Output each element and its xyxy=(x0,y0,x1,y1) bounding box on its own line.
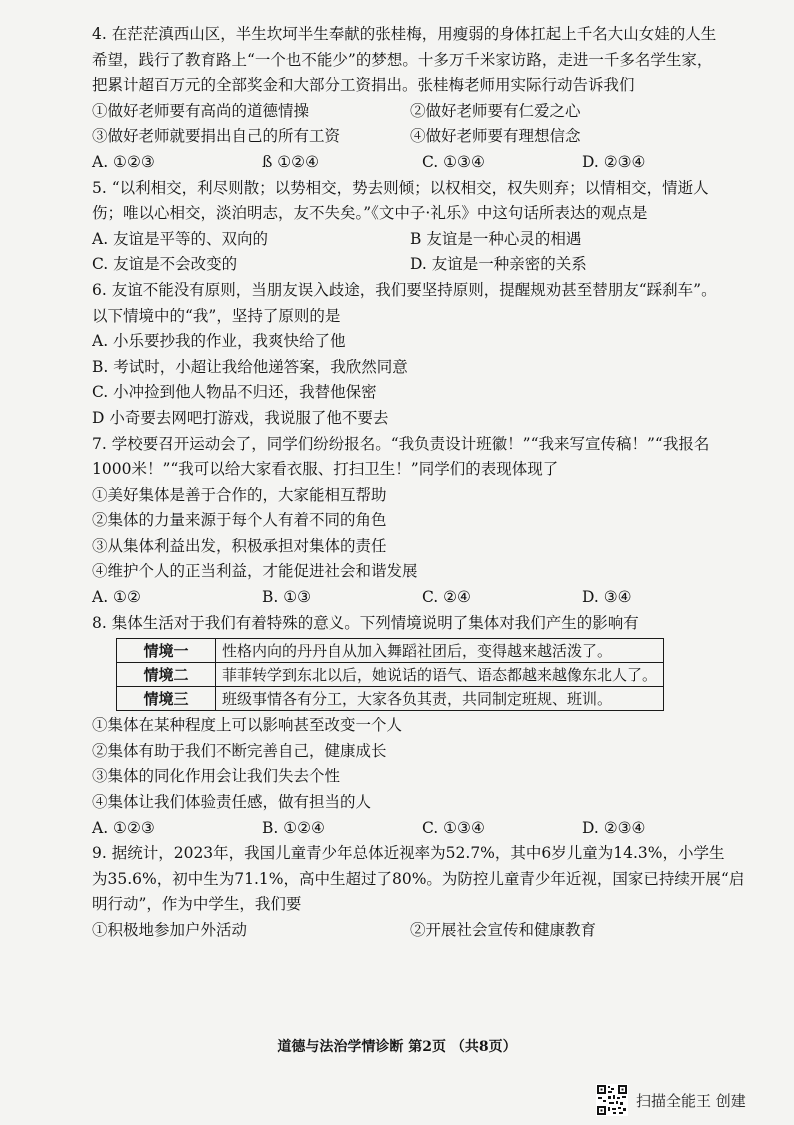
q8-statement-2: ②集体有助于我们不断完善自己，健康成长 xyxy=(92,741,387,760)
q6-option-a: A. 小乐要抄我的作业，我爽快给了他 xyxy=(92,332,346,351)
q9-stem-line3: 明行动”，作为中学生，我们要 xyxy=(92,895,302,914)
q4-stem-line3: 把累计超百万元的全部奖金和大部分工资捐出。张桂梅老师用实际行动告诉我们 xyxy=(92,76,635,95)
q8-options xyxy=(92,816,752,842)
q4-statement-1: ①做好老师要有高尚的道德情操 xyxy=(92,101,310,120)
q5-option-b: B 友谊是一种心灵的相遇 xyxy=(410,229,582,248)
q8-statement-1: ①集体在某种程度上可以影响甚至改变一个人 xyxy=(92,716,403,735)
table-row xyxy=(117,687,664,711)
q9-stem-line1: 9. 据统计，2023年，我国儿童青少年总体近视率为52.7%，其中6岁儿童为14.3%，小学生 xyxy=(92,844,725,863)
questions-area xyxy=(92,22,752,944)
q8-option-a: A. ①②③ xyxy=(92,818,155,837)
q8-option-d: D. ②③④ xyxy=(582,818,646,837)
q5-options-row1 xyxy=(92,227,752,253)
q5-stem-line2: 伤；唯以心相交，淡泊明志，友不失矣。”《文中子·礼乐》中这句话所表达的观点是 xyxy=(92,204,648,223)
q8-option-b: B. ①②④ xyxy=(262,818,325,837)
q7-options xyxy=(92,585,752,611)
scenario-label: 情境二 xyxy=(117,663,216,687)
q7-option-c: C. ②④ xyxy=(422,588,471,607)
scenario-text: 菲菲转学到东北以后，她说话的语气、语态都越来越像东北人了。 xyxy=(215,663,663,687)
q6-option-c: C. 小冲捡到他人物品不归还，我替他保密 xyxy=(92,383,377,402)
q8-scenario-table xyxy=(116,638,664,711)
q9-statement-1: ①积极地参加户外活动 xyxy=(92,921,248,939)
q4-statements-row2 xyxy=(92,124,752,150)
q7-statement-3: ③从集体利益出发，积极承担对集体的责任 xyxy=(92,536,387,555)
q6-stem-line1: 6. 友谊不能没有原则，当朋友误入歧途，我们要坚持原则，提醒规劝甚至替朋友“踩刹车”。 xyxy=(92,280,717,299)
scenario-label: 情境三 xyxy=(117,687,216,711)
table-row xyxy=(117,639,664,663)
q8-statement-3: ③集体的同化作用会让我们失去个性 xyxy=(92,767,341,786)
q4-option-d: D. ②③④ xyxy=(582,152,646,171)
q4-statements-row1 xyxy=(92,99,752,125)
q4-stem-line2: 希望，践行了教育路上“一个也不能少”的梦想。十多万千米家访路，走进一千多名学生家， xyxy=(92,50,713,69)
table-row xyxy=(117,663,664,687)
q8-option-c: C. ①③④ xyxy=(422,818,485,837)
q4-options xyxy=(92,150,752,176)
q5-option-a: A. 友谊是平等的、双向的 xyxy=(92,229,269,248)
q4-statement-3: ③做好老师就要捐出自己的所有工资 xyxy=(92,127,341,146)
q9-statements-row1 xyxy=(92,918,752,944)
scenario-text: 性格内向的丹丹自从加入舞蹈社团后，变得越来越活泼了。 xyxy=(215,639,663,663)
scenario-text: 班级事情各有分工，大家各负其责，共同制定班规、班训。 xyxy=(215,687,663,711)
q7-stem-line2: 1000米！”“我可以给大家看衣服、打扫卫生！”同学们的表现体现了 xyxy=(92,460,559,479)
q4-option-c: C. ①③④ xyxy=(422,152,485,171)
q6-stem-line2: 以下情境中的“我”，坚持了原则的是 xyxy=(92,306,341,325)
q4-option-b: ß ①②④ xyxy=(262,152,319,171)
qr-code-icon xyxy=(596,1084,628,1116)
q5-stem-line1: 5. “以利相交，利尽则散；以势相交，势去则倾；以权相交，权失则弃；以情相交，情逝人 xyxy=(92,178,709,197)
q5-option-d: D. 友谊是一种亲密的关系 xyxy=(410,255,587,274)
q4-statement-4: ④做好老师要有理想信念 xyxy=(410,127,581,146)
q6-option-d: D 小奇要去网吧打游戏，我说服了他不要去 xyxy=(92,408,389,427)
scanner-watermark xyxy=(596,1084,746,1116)
q7-option-a: A. ①② xyxy=(92,588,141,607)
page-footer: 道德与法治学情诊断 第2页 （共8页） xyxy=(277,1039,517,1055)
scenario-label: 情境一 xyxy=(117,639,216,663)
q7-stem-line1: 7. 学校要召开运动会了，同学们纷纷报名。“我负责设计班徽！”“我来写宣传稿！”“我报名 xyxy=(92,434,710,453)
q5-option-c: C. 友谊是不会改变的 xyxy=(92,255,238,274)
q8-stem-line1: 8. 集体生活对于我们有着特殊的意义。下列情境说明了集体对我们产生的影响有 xyxy=(92,613,639,632)
q8-statement-4: ④集体让我们体验责任感，做有担当的人 xyxy=(92,793,372,812)
q7-statement-2: ②集体的力量来源于每个人有着不同的角色 xyxy=(92,511,387,530)
q7-option-d: D. ③④ xyxy=(582,588,632,607)
watermark-text: 扫描全能王 创建 xyxy=(636,1091,746,1110)
q4-option-a: A. ①②③ xyxy=(92,152,155,171)
q9-statement-2: ②开展社会宣传和健康教育 xyxy=(410,921,597,939)
q7-option-b: B. ①③ xyxy=(262,588,312,607)
q4-stem-line1: 4. 在茫茫滇西山区，半生坎坷半生奉献的张桂梅，用瘦弱的身体扛起上千名大山女娃的人生 xyxy=(92,25,717,43)
q7-statement-4: ④维护个人的正当利益，才能促进社会和谐发展 xyxy=(92,562,418,581)
q9-stem-line2: 为35.6%，初中生为71.1%，高中生超过了80%。为防控儿童青少年近视，国家已持续开展“启 xyxy=(92,869,745,888)
q7-statement-1: ①美好集体是善于合作的，大家能相互帮助 xyxy=(92,485,387,504)
q4-statement-2: ②做好老师要有仁爱之心 xyxy=(410,101,581,120)
q6-option-b: B. 考试时，小超让我给他递答案，我欣然同意 xyxy=(92,357,408,376)
q5-options-row2 xyxy=(92,252,752,278)
